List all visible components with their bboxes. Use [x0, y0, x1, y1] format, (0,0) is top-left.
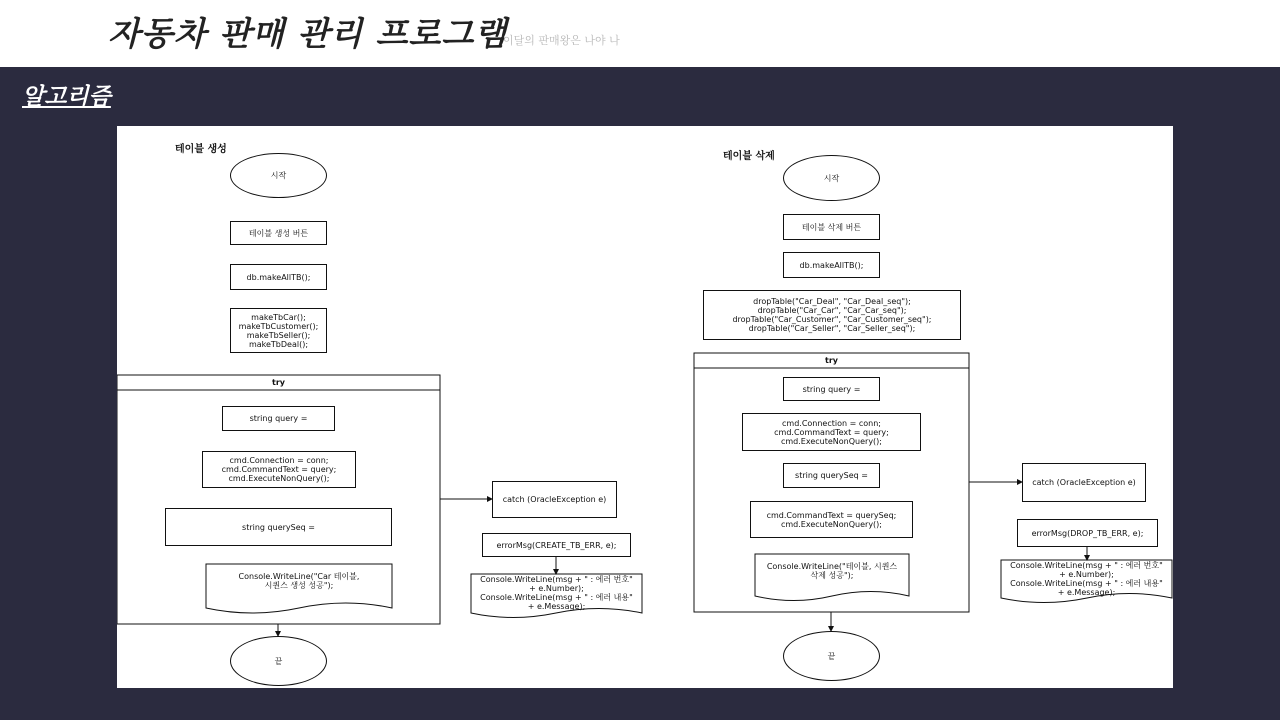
drop-call-line: dropTable("Car_Seller", "Car_Seller_seq"); [748, 324, 916, 333]
drop-catch-text: catch (OracleException e) [1032, 478, 1136, 487]
drop-error-msg-node [1017, 519, 1158, 547]
create-make-call: makeTbDeal(); [248, 339, 309, 349]
drop-console-node [755, 562, 909, 580]
create-end-node: 끝 [230, 636, 327, 686]
drop-call-line: dropTable("Car_Car", "Car_Car_seq"); [757, 306, 907, 315]
drop-flow-caption: 테이블 삭제 [723, 151, 775, 162]
create-cmd-line: cmd.CommandText = query; [221, 465, 337, 474]
create-try-label: try [272, 378, 285, 387]
create-make-all-node [230, 264, 327, 290]
create-start-node: 시작 [230, 153, 327, 198]
drop-error-msg-text: errorMsg(DROP_TB_ERR, e); [1031, 528, 1144, 538]
drop-cmd-seq-line: cmd.ExecuteNonQuery(); [780, 519, 882, 529]
drop-calls-node [703, 290, 961, 340]
drop-error-doc-line: + e.Number); [1059, 570, 1114, 579]
drop-cmd-node [742, 413, 921, 451]
create-cmd-line: cmd.Connection = conn; [229, 456, 329, 465]
drop-end-node: 끝 [783, 631, 880, 681]
drop-query-node [783, 377, 880, 401]
create-query-seq-node [165, 508, 392, 546]
create-make-calls-node [230, 308, 327, 353]
page-title: 자동차 판매 관리 프로그램 [108, 14, 508, 53]
page-subtitle: 이달의 판매왕은 나야 나 [503, 34, 620, 47]
create-query-text: string query = [249, 414, 308, 423]
drop-call-line: dropTable("Car_Customer", "Car_Customer_seq"); [732, 315, 932, 324]
create-make-call: makeTbCar(); [251, 312, 306, 322]
create-cmd-node [202, 451, 356, 488]
create-console-node [206, 572, 392, 590]
create-cmd-line: cmd.ExecuteNonQuery(); [228, 474, 330, 483]
drop-make-all-text: db.makeAllTB(); [799, 260, 864, 270]
create-make-call: makeTbSeller(); [246, 330, 311, 340]
create-catch-text: catch (OracleException e) [502, 495, 607, 504]
drop-error-doc-line: + e.Message); [1057, 588, 1116, 597]
create-error-doc-node [471, 575, 642, 611]
create-button-node [230, 221, 327, 245]
create-error-doc-line: Console.WriteLine(msg + " : 에러 내용" [480, 593, 633, 602]
create-error-msg-text: errorMsg(CREATE_TB_ERR, e); [496, 540, 617, 550]
drop-console-line: Console.WriteLine("테이블, 시퀀스 [766, 562, 898, 571]
create-error-doc-line: + e.Number); [529, 584, 584, 593]
drop-error-doc-line: Console.WriteLine(msg + " : 에러 번호" [1010, 561, 1163, 570]
drop-call-line: dropTable("Car_Deal", "Car_Deal_seq"); [753, 297, 911, 306]
create-error-msg-node [482, 533, 631, 557]
drop-button-text: 테이블 삭제 버튼 [801, 222, 862, 232]
drop-query-seq-text: string querySeq = [795, 471, 868, 480]
create-query-node [222, 406, 335, 431]
create-error-doc-line: + e.Message); [527, 602, 586, 611]
drop-query-seq-node [783, 463, 880, 488]
drop-cmd-line: cmd.ExecuteNonQuery(); [780, 436, 882, 446]
drop-catch-node [1022, 463, 1146, 502]
drop-button-node [783, 214, 880, 240]
create-console-line: 시퀀스 생성 성공"); [264, 581, 334, 590]
drop-cmd-seq-line: cmd.CommandText = querySeq; [766, 510, 897, 520]
title-bar [0, 0, 1280, 67]
create-make-call: makeTbCustomer(); [238, 321, 319, 331]
drop-cmd-seq-node [750, 501, 913, 538]
create-flow-caption: 테이블 생성 [175, 144, 227, 155]
drop-error-doc-line: Console.WriteLine(msg + " : 에러 내용" [1010, 579, 1163, 588]
flowchart-canvas [117, 126, 1173, 688]
drop-make-all-node [783, 252, 880, 278]
create-make-all-text: db.makeAllTB(); [246, 272, 311, 282]
create-catch-node [492, 481, 617, 518]
create-button-text: 테이블 생성 버튼 [248, 228, 309, 238]
drop-start-node: 시작 [783, 155, 880, 201]
section-title: 알고리즘 [22, 84, 111, 110]
drop-query-text: string query = [802, 384, 861, 394]
create-console-line: Console.WriteLine("Car 테이블, [238, 572, 360, 581]
drop-cmd-line: cmd.Connection = conn; [782, 418, 881, 428]
drop-cmd-line: cmd.CommandText = query; [774, 427, 889, 437]
drop-try-label: try [825, 356, 838, 365]
drop-error-doc-node [1001, 561, 1172, 597]
create-error-doc-line: Console.WriteLine(msg + " : 에러 번호" [480, 575, 633, 584]
drop-console-line: 삭제 성공"); [810, 571, 854, 580]
create-query-seq-text: string querySeq = [242, 522, 315, 532]
